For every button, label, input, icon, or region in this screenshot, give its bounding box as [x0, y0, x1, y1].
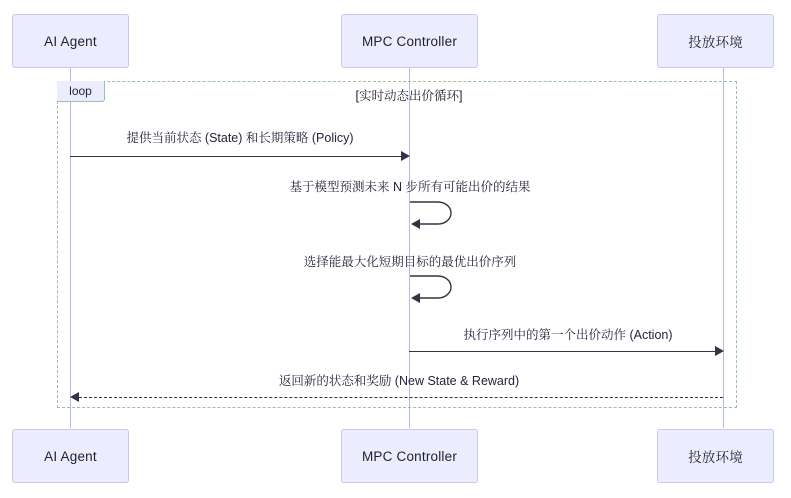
- message-4-label: 执行序列中的第一个出价动作 (Action): [463, 328, 673, 342]
- message-1-label: 提供当前状态 (State) 和长期策略 (Policy): [126, 131, 354, 145]
- message-4-arrowhead: [715, 346, 724, 356]
- actor-top-agent-label: AI Agent: [44, 33, 97, 49]
- actor-top-env[interactable]: [657, 14, 774, 68]
- actor-bottom-controller[interactable]: [341, 429, 478, 483]
- actor-top-controller-label: MPC Controller: [361, 33, 458, 49]
- message-2-label: 基于模型预测未来 N 步所有可能出价的结果: [289, 180, 531, 194]
- actor-bottom-agent-label: AI Agent: [44, 448, 97, 464]
- message-2-self-arc: [405, 198, 465, 234]
- actor-bottom-controller-label: MPC Controller: [361, 448, 458, 464]
- actor-bottom-env[interactable]: [657, 429, 774, 483]
- actor-top-controller[interactable]: [341, 14, 478, 68]
- actor-bottom-env-label: 投放环境: [688, 450, 743, 465]
- loop-keyword-label: [57, 81, 105, 102]
- message-3-label: 选择能最大化短期目标的最优出价序列: [303, 255, 517, 269]
- message-5-arrowhead: [70, 392, 79, 402]
- loop-keyword-text: loop: [69, 84, 92, 98]
- message-5-label: 返回新的状态和奖励 (New State & Reward): [278, 374, 520, 388]
- actor-bottom-agent[interactable]: [12, 429, 129, 483]
- message-1-line: [70, 156, 401, 157]
- message-5-line: [79, 397, 723, 398]
- actor-top-env-label: 投放环境: [688, 35, 743, 50]
- message-4-line: [409, 351, 715, 352]
- actor-top-agent[interactable]: [12, 14, 129, 68]
- message-1-arrowhead: [401, 151, 410, 161]
- message-3-self-arc: [405, 272, 465, 308]
- loop-title: [实时动态出价循环]: [355, 89, 463, 103]
